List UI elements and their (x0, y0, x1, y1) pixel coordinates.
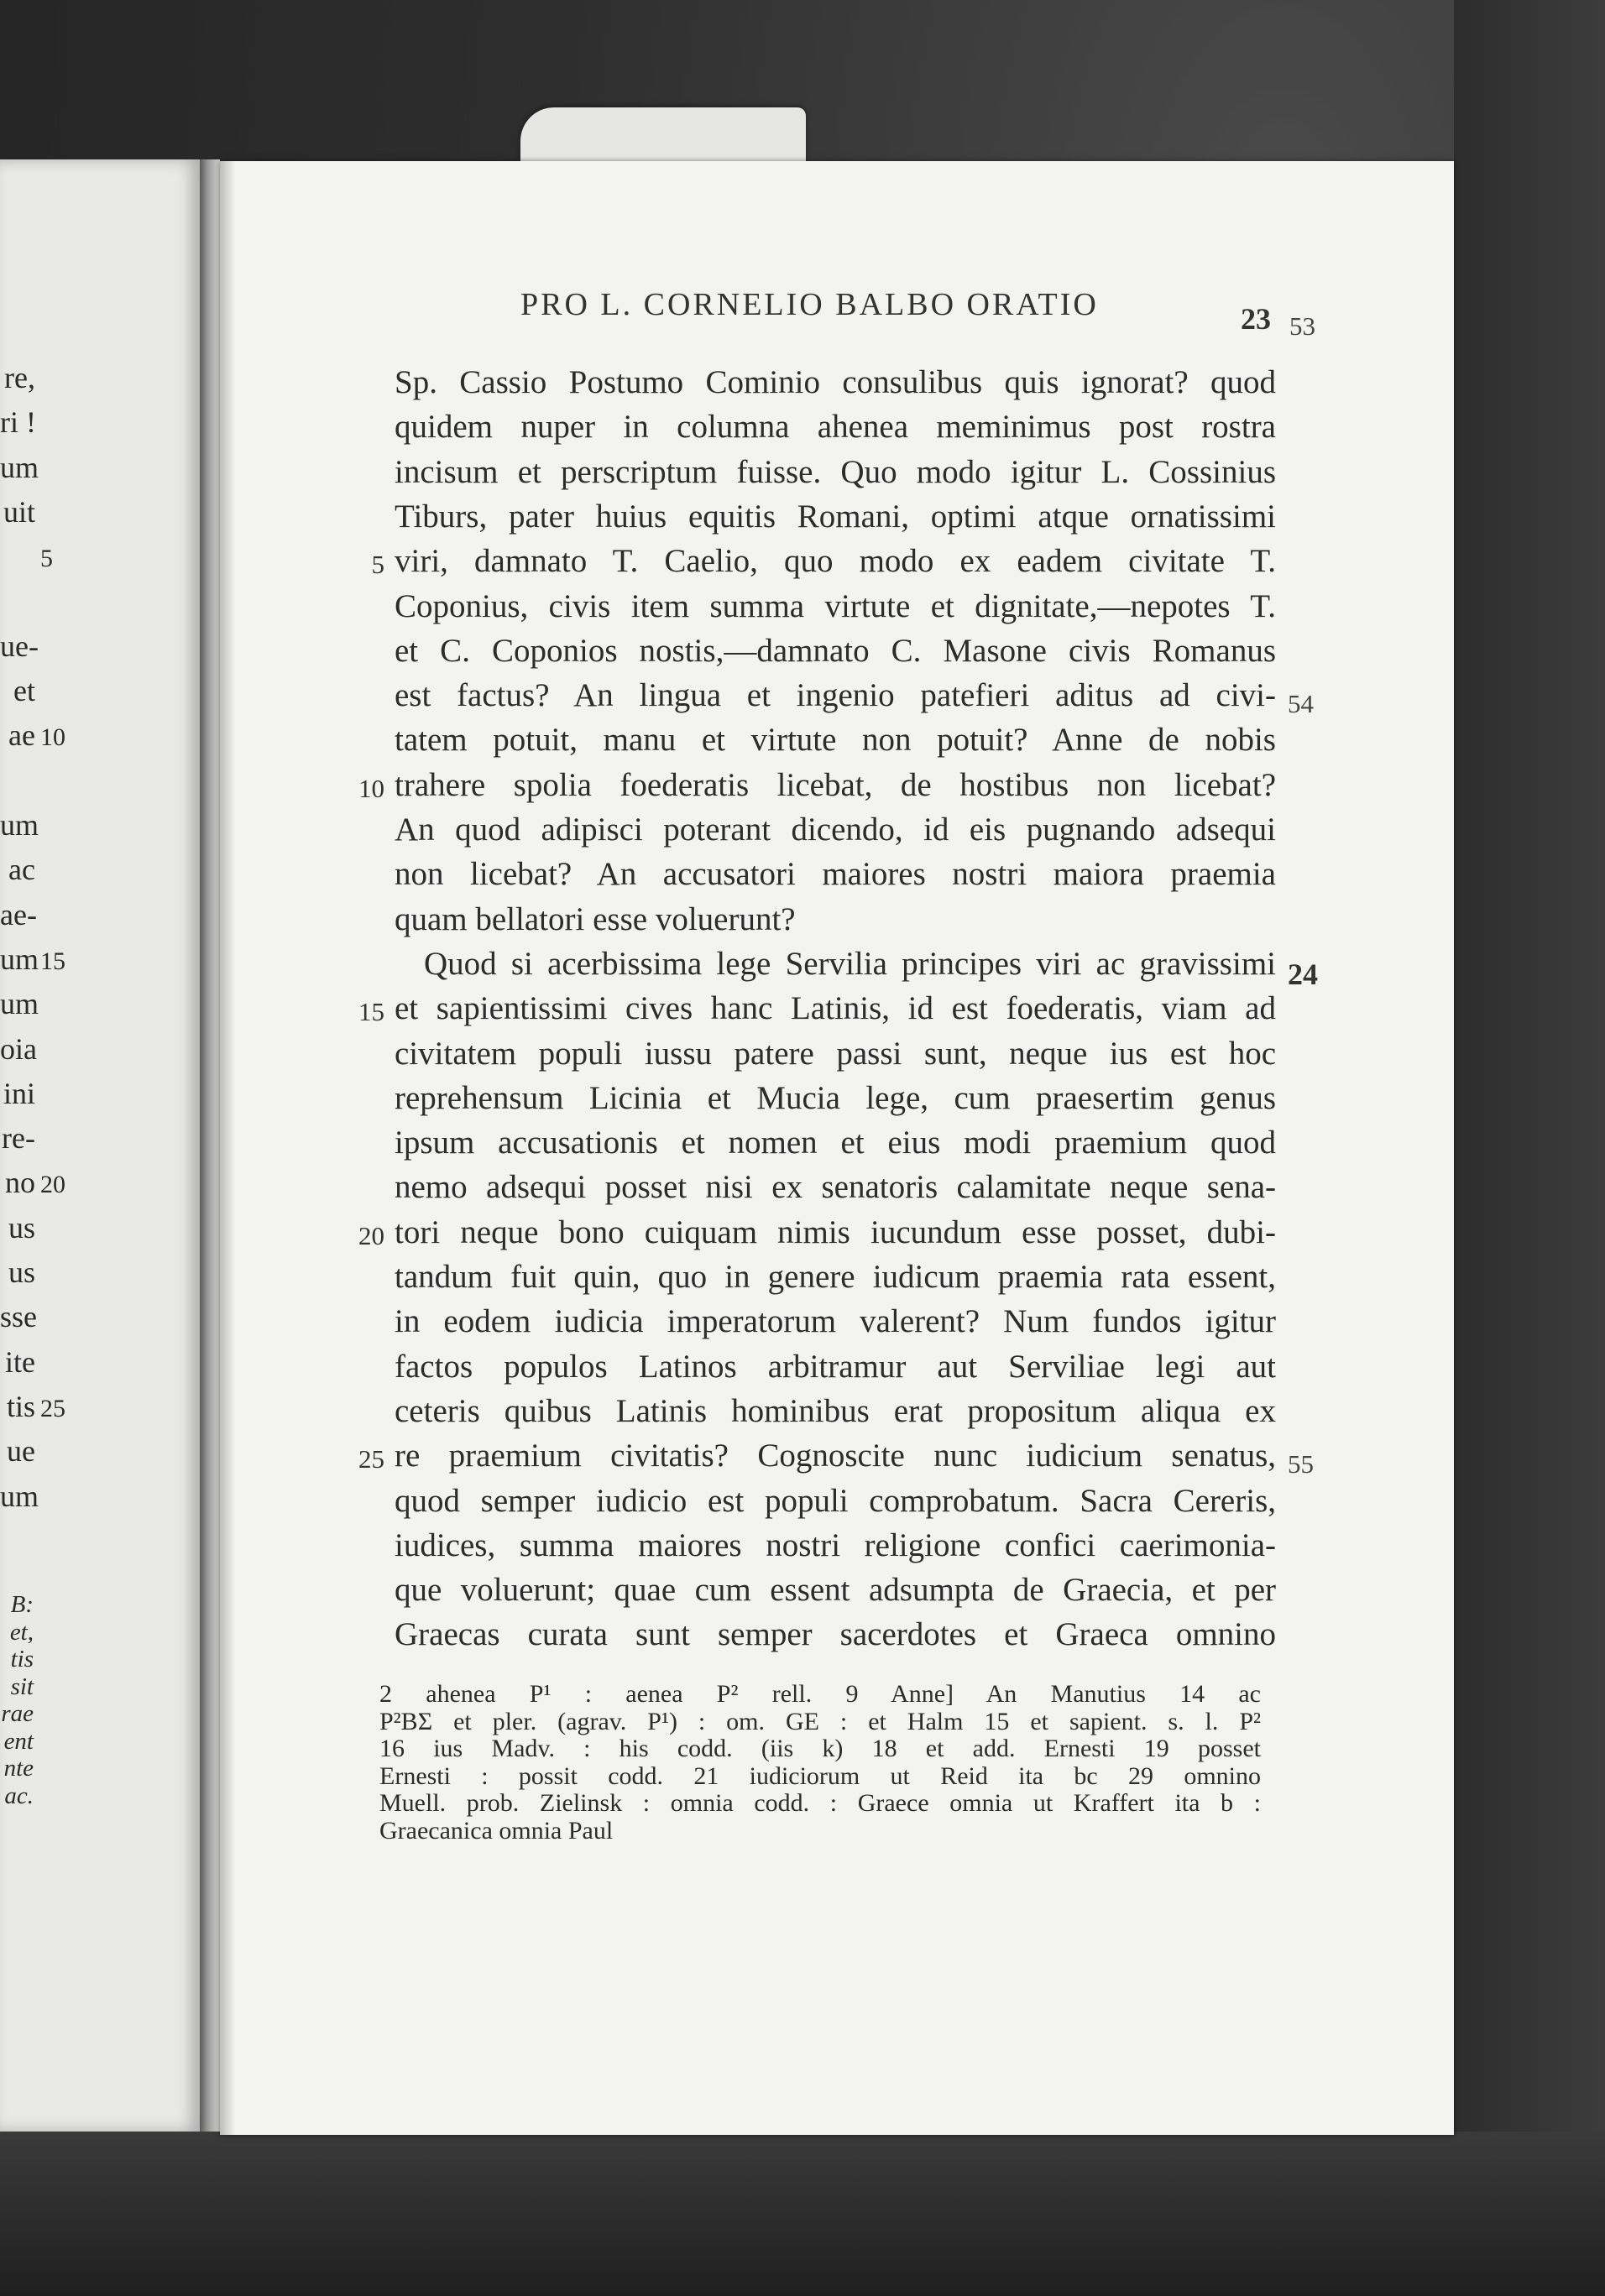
text-line: in eodem iudicia imperatorum valerent? Num fundos igitur (395, 1303, 1276, 1340)
text-line: Graecas curata sunt semper sacerdotes et Graeca omnino (395, 1616, 1276, 1653)
left-footnote-fragment: nte (3, 1755, 34, 1782)
text-line: Coponius, civis item summa virtute et dignitate,—nepotes T. (395, 587, 1276, 624)
text-line: que voluerunt; quae cum essent adsumpta de Graecia, et per (395, 1572, 1276, 1609)
text-line: quod semper iudicio est populi comprobatum. Sacra Cereris, (395, 1482, 1276, 1519)
text-line: An quod adipisci poterant dicendo, id eis pugnando adsequi (395, 811, 1276, 848)
left-line-number: 20 (40, 1171, 65, 1199)
left-page-line: ite (5, 1344, 35, 1379)
running-head: PRO L. CORNELIO BALBO ORATIO (520, 287, 1099, 322)
footnote-line: P²BΣ et pler. (agrav. P¹) : om. GE : et Halm 15 et sapient. s. l. P² (379, 1707, 1261, 1735)
text-line: factos populos Latinos arbitramur aut Serviliae legi aut (395, 1348, 1276, 1385)
left-footnote-fragment: et, (9, 1618, 34, 1646)
left-page-line: et (13, 674, 35, 708)
left-page-line: uit (3, 494, 35, 529)
text-line: Tiburs, pater huius equitis Romani, optimi atque ornatissimi (395, 498, 1276, 535)
text-line: Quod si acerbissima lege Servilia principes viri ac gravissimi (424, 945, 1276, 982)
section-number: 54 (1288, 689, 1314, 719)
book-gutter (200, 159, 220, 2132)
left-footnote-fragment: ac. (4, 1782, 34, 1809)
text-line: iudices, summa maiores nostri religione confici caerimonia- (395, 1526, 1276, 1563)
text-line: ipsum accusationis et nomen et eius modi praemium quod (395, 1125, 1276, 1161)
left-page-line: ri ! (0, 405, 36, 440)
footnote-line: 2 ahenea P¹ : aenea P² rell. 9 Anne] An Manutius 14 ac (379, 1680, 1261, 1708)
left-page-line: um (0, 1479, 39, 1513)
page-inner-edge (220, 161, 235, 2135)
text-line: re praemium civitatis? Cognoscite nunc iudicium senatus, (395, 1438, 1276, 1474)
text-line: tandum fuit quin, quo in genere iudicum praemia rata essent, (395, 1259, 1276, 1295)
text-line: civitatem populi iussu patere passi sunt, neque ius est hoc (395, 1035, 1276, 1072)
line-number: 5 (371, 550, 384, 580)
left-footnote-fragment: tis (10, 1646, 34, 1672)
text-line: incisum et perscriptum fuisse. Quo modo igitur L. Cossinius (395, 453, 1276, 490)
left-line-number: 25 (40, 1394, 65, 1422)
line-number: 25 (358, 1444, 384, 1474)
left-page-line: us (8, 1255, 35, 1289)
left-page-line: ae- (0, 897, 37, 931)
left-page-line: no (5, 1166, 35, 1200)
left-page-line: re- (2, 1121, 35, 1156)
left-line-number: 15 (40, 947, 65, 975)
section-number: 55 (1288, 1449, 1314, 1479)
line-number: 15 (358, 997, 384, 1027)
footnote-line: 16 ius Madv. : his codd. (iis k) 18 et add. Ernesti 19 posset (379, 1735, 1261, 1762)
left-footnote-fragment: B: (10, 1591, 34, 1618)
footnote-line: Graecanica omnia Paul (379, 1816, 614, 1845)
text-line: Sp. Cassio Postumo Cominio consulibus quis ignorat? quod (395, 364, 1276, 400)
left-page-line: ue (7, 1434, 35, 1469)
left-page-line: ini (3, 1076, 35, 1110)
left-page-line: oia (0, 1031, 37, 1066)
left-page-line: sse (0, 1300, 37, 1334)
left-line-number: 5 (40, 545, 53, 573)
text-line: tori neque bono cuiquam nimis iucundum esse posset, dubi- (395, 1213, 1276, 1250)
text-line: trahere spolia foederatis licebat, de hostibus non licebat? (395, 766, 1276, 803)
left-page-line: ue- (0, 629, 39, 663)
text-line: non licebat? An accusatori maiores nostri maiora praemia (395, 856, 1276, 893)
page-number: 23 (1241, 302, 1271, 336)
left-page-line: um (0, 808, 39, 842)
text-line: tatem potuit, manu et virtute non potuit? Anne de nobis (395, 722, 1276, 759)
text-line: est factus? An lingua et ingenio patefieri aditus ad civi- (395, 677, 1276, 714)
footnote-line: Ernesti : possit codd. 21 iudiciorum ut Reid ita bc 29 omnino (379, 1761, 1261, 1790)
footnote-line: Muell. prob. Zielinsk : omnia codd. : Graece omnia ut Kraffert ita b : (379, 1789, 1261, 1817)
left-page-line: ae (8, 718, 35, 753)
line-number: 20 (358, 1220, 384, 1250)
left-page-line: ac (8, 853, 35, 887)
left-footnote-fragment: rae (1, 1700, 34, 1727)
text-line: nemo adsequi posset nisi ex senatoris calamitate neque sena- (395, 1169, 1276, 1206)
left-page-line: um (0, 987, 39, 1021)
section-number-top: 53 (1289, 311, 1315, 341)
left-footnote-fragment: sit (10, 1672, 34, 1700)
left-page-line: um (0, 450, 39, 484)
background-right (1454, 0, 1605, 2296)
line-number: 10 (358, 773, 384, 803)
text-line: quam bellatori esse voluerunt? (395, 900, 796, 937)
left-page-line: re, (4, 361, 35, 394)
book-bottom-edge (0, 2132, 1605, 2296)
text-line: et sapientissimi cives hanc Latinis, id est foederatis, viam ad (395, 990, 1276, 1027)
left-line-number: 10 (40, 723, 65, 752)
left-page-line: us (8, 1210, 35, 1245)
section-number: 24 (1288, 957, 1318, 991)
left-page-line: um (0, 942, 39, 976)
text-line: viri, damnato T. Caelio, quo modo ex eadem civitate T. (395, 543, 1276, 580)
text-line: et C. Coponios nostis,—damnato C. Masone civis Romanus (395, 632, 1276, 669)
text-line: ceteris quibus Latinis hominibus erat propositum aliqua ex (395, 1392, 1276, 1429)
left-page-line: tis (6, 1389, 35, 1423)
text-line: quidem nuper in columna ahenea meminimus post rostra (395, 409, 1276, 446)
left-footnote-fragment: ent (3, 1727, 34, 1755)
text-line: reprehensum Licinia et Mucia lege, cum praesertim genus (395, 1079, 1276, 1116)
